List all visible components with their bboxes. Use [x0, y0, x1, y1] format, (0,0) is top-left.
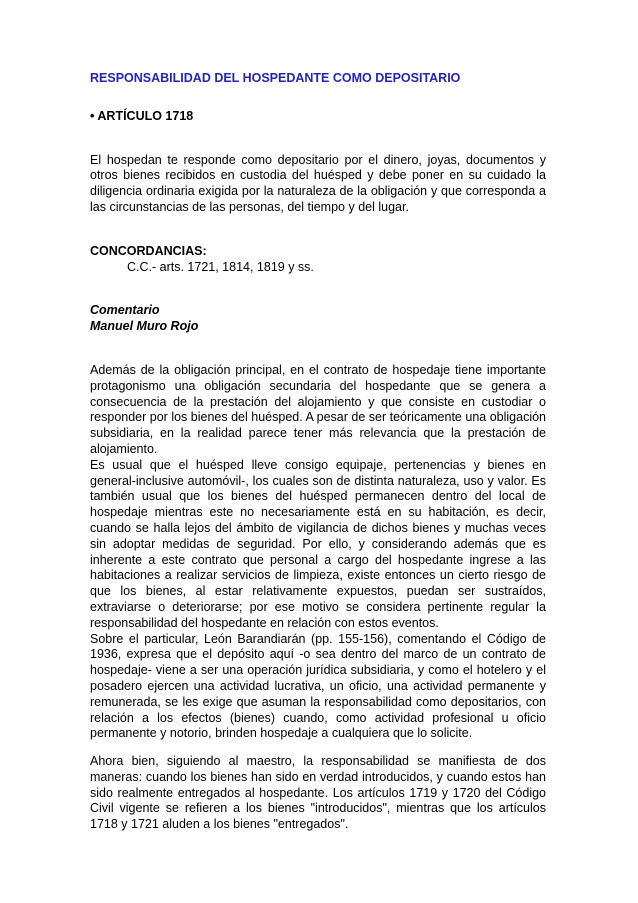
document-title: RESPONSABILIDAD DEL HOSPEDANTE COMO DEPOSITARIO	[90, 71, 461, 85]
comment-author: Manuel Muro Rojo	[90, 319, 199, 334]
comment-label: Comentario	[90, 303, 160, 318]
final-paragraph: Ahora bien, siguiendo al maestro, la responsabilidad se manifiesta de dos maneras: cuando los bienes han sido en verdad introducidos, y cuando estos han sido realmente entregados al hospedante. Los artículos 1719 y 1720 del Código Civil vigente se refieren a los bienes "introducidos", mientras que los artículos 1718 y 1721 aluden a los bienes "entregados".	[90, 754, 546, 832]
concordancias-heading: CONCORDANCIAS:	[90, 243, 207, 258]
article-text: El hospedan te responde como depositario por el dinero, joyas, documentos y otros bienes recibidos en custodia del huésped y debe poner en su cuidado la diligencia ordinaria exigida por la naturaleza de la obligación y que corresponda a las circunstancias de las personas, del tiempo y del lugar.	[90, 152, 546, 214]
concordancias-refs: C.C.- arts. 1721, 1814, 1819 y ss.	[127, 259, 314, 274]
document-page	[90, 71, 546, 833]
body-paragraph: Sobre el particular, León Barandiarán (pp. 155-156), comentando el Código de 1936, expresa que el depósito aquí -o sea dentro del marco de un contrato de hospedaje- viene a ser una operación jurídica subsidiaria, y como el hotelero y el posadero ejercen una actividad lucrativa, un oficio, una actividad permanente y remunerada, se les exige que asuman la responsabilidad como depositarios, con relación a los efectos (bienes) cuando, como actividad profesional u oficio permanente y notorio, brinden hospedaje a cualquiera que lo solicite.	[90, 631, 546, 741]
comment-body	[90, 363, 546, 742]
article-number: • ARTÍCULO 1718	[90, 108, 194, 123]
body-paragraph: Es usual que el huésped lleve consigo equipaje, pertenencias y bienes en general-inclusive automóvil-, los cuales son de distinta naturaleza, uso y valor. Es también usual que los bienes del huésped permanecen dentro del local de hospedaje mientras este no necesariamente está en su habitación, es decir, cuando se halla lejos del ámbito de vigilancia de dichos bienes y muchas veces sin adoptar medidas de seguridad. Por ello, y considerando además que es inherente a este contrato que personal a cargo del hospedante ingrese a las habitaciones a realizar servicios de limpieza, existe entonces un cierto riesgo de que los bienes, al estar relativamente expuestos, puedan ser sustraídos, extraviarse o deteriorarse; por ese motivo se considera pertinente regular la responsabilidad del hospedante en relación con estos eventos.	[90, 457, 546, 630]
body-paragraph: Además de la obligación principal, en el contrato de hospedaje tiene importante protagonismo una obligación secundaria del hospedante que se genera a consecuencia de la prestación del alojamiento y que consiste en custodiar o responder por los bienes del huésped. A pesar de ser teóricamente una obligación subsidiaria, en la realidad parece tener más relevancia que la prestación de alojamiento.	[90, 362, 546, 456]
